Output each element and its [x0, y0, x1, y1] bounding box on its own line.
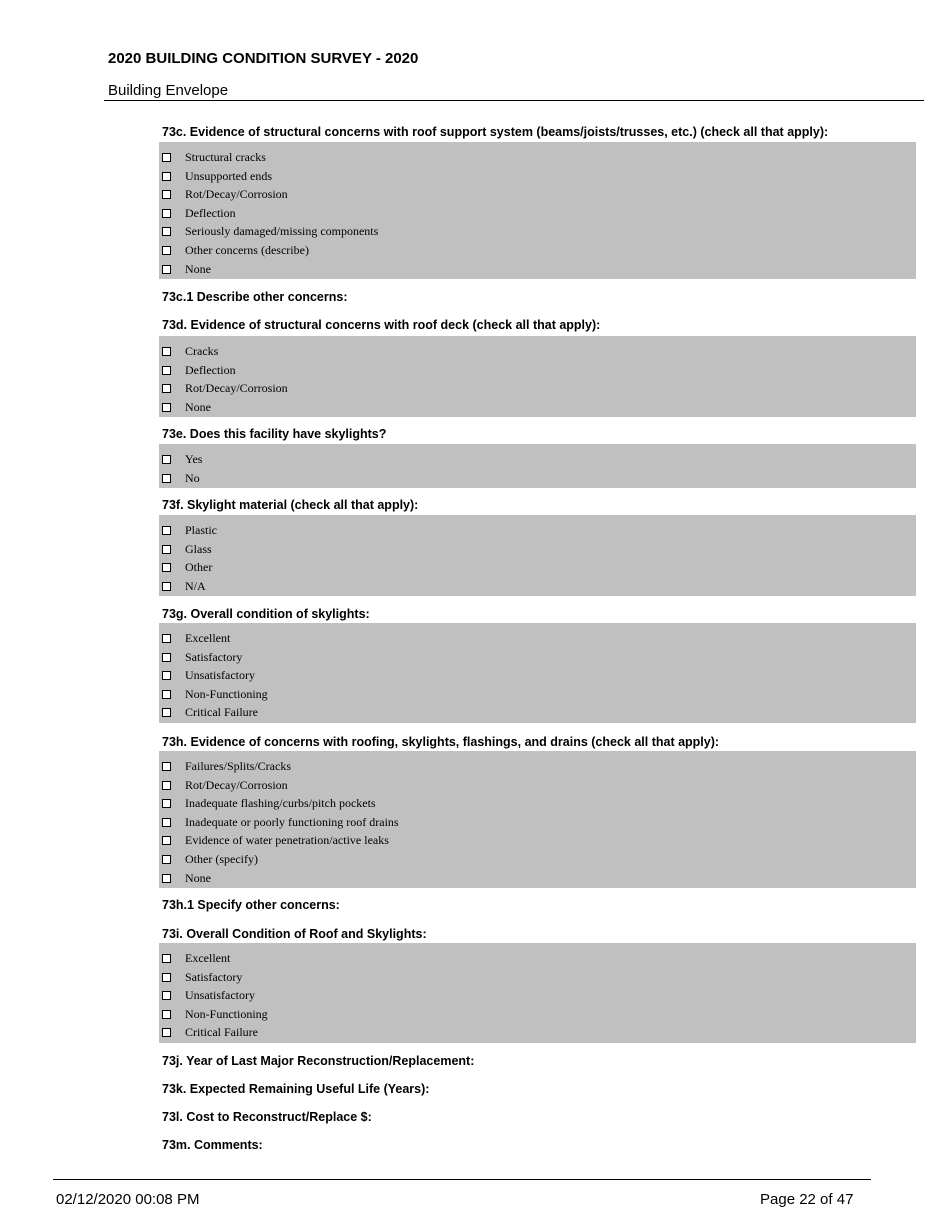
option-label: Excellent	[185, 631, 231, 645]
option-item[interactable]	[159, 558, 916, 577]
option-label: None	[185, 399, 211, 414]
option-item[interactable]	[159, 648, 916, 667]
option-item[interactable]	[159, 260, 916, 279]
option-item[interactable]	[159, 831, 916, 850]
checkbox-icon[interactable]	[162, 227, 171, 236]
question-73c1-label: 73c.1 Describe other concerns:	[162, 290, 348, 304]
option-label: Satisfactory	[185, 649, 243, 664]
option-item[interactable]	[159, 222, 916, 241]
checkbox-icon[interactable]	[162, 653, 171, 662]
question-73i-label: 73i. Overall Condition of Roof and Skylights:	[162, 927, 427, 941]
option-label: Deflection	[185, 362, 236, 377]
checkbox-icon[interactable]	[162, 563, 171, 572]
checkbox-icon[interactable]	[162, 545, 171, 554]
checkbox-icon[interactable]	[162, 366, 171, 375]
checkbox-icon[interactable]	[162, 818, 171, 827]
checkbox-icon[interactable]	[162, 1010, 171, 1019]
question-73g-options	[159, 623, 916, 723]
checkbox-icon[interactable]	[162, 209, 171, 218]
question-73e-options	[159, 444, 916, 488]
checkbox-icon[interactable]	[162, 799, 171, 808]
option-item[interactable]	[159, 869, 916, 888]
option-label: Inadequate flashing/curbs/pitch pockets	[185, 796, 376, 811]
option-item[interactable]	[159, 185, 916, 204]
checkbox-icon[interactable]	[162, 874, 171, 883]
option-item[interactable]	[159, 703, 916, 722]
option-item[interactable]	[159, 521, 916, 540]
checkbox-icon[interactable]	[162, 384, 171, 393]
option-label: N/A	[185, 578, 206, 593]
question-73h1-label: 73h.1 Specify other concerns:	[162, 898, 340, 912]
option-item[interactable]	[159, 776, 916, 795]
option-label: Rot/Decay/Corrosion	[185, 381, 288, 396]
checkbox-icon[interactable]	[162, 172, 171, 181]
checkbox-icon[interactable]	[162, 403, 171, 412]
question-73d-label: 73d. Evidence of structural concerns with roof deck (check all that apply):	[162, 318, 601, 332]
checkbox-icon[interactable]	[162, 634, 171, 643]
option-label: Plastic	[185, 523, 217, 537]
option-label: Non-Functioning	[185, 1006, 268, 1021]
option-item[interactable]	[159, 469, 916, 488]
option-label: Inadequate or poorly functioning roof drains	[185, 814, 399, 829]
survey-title: 2020 BUILDING CONDITION SURVEY - 2020	[108, 50, 419, 67]
option-label: Rot/Decay/Corrosion	[185, 777, 288, 792]
option-item[interactable]	[159, 1023, 916, 1042]
checkbox-icon[interactable]	[162, 347, 171, 356]
option-label: Other concerns (describe)	[185, 242, 309, 257]
option-label: None	[185, 261, 211, 276]
option-item[interactable]	[159, 398, 916, 417]
option-label: No	[185, 470, 200, 485]
checkbox-icon[interactable]	[162, 526, 171, 535]
option-label: Deflection	[185, 205, 236, 220]
checkbox-icon[interactable]	[162, 781, 171, 790]
question-73k-label: 73k. Expected Remaining Useful Life (Years):	[162, 1082, 430, 1096]
question-73f-options	[159, 515, 916, 596]
question-73c-label: 73c. Evidence of structural concerns with roof support system (beams/joists/trusses, etc.) (check all that apply):	[162, 125, 829, 139]
checkbox-icon[interactable]	[162, 153, 171, 162]
question-73h-label: 73h. Evidence of concerns with roofing, skylights, flashings, and drains (check all that apply):	[162, 735, 720, 749]
option-item[interactable]	[159, 968, 916, 987]
checkbox-icon[interactable]	[162, 855, 171, 864]
footer-timestamp: 02/12/2020 00:08 PM	[56, 1191, 200, 1208]
option-item[interactable]	[159, 540, 916, 559]
checkbox-icon[interactable]	[162, 690, 171, 699]
option-label: Non-Functioning	[185, 686, 268, 701]
question-73m-label: 73m. Comments:	[162, 1138, 263, 1152]
option-label: Failures/Splits/Cracks	[185, 759, 291, 773]
checkbox-icon[interactable]	[162, 671, 171, 680]
question-73e-label: 73e. Does this facility have skylights?	[162, 427, 387, 441]
section-divider	[104, 100, 924, 101]
checkbox-icon[interactable]	[162, 246, 171, 255]
footer-divider	[53, 1179, 871, 1180]
option-label: Critical Failure	[185, 705, 258, 720]
checkbox-icon[interactable]	[162, 973, 171, 982]
checkbox-icon[interactable]	[162, 836, 171, 845]
checkbox-icon[interactable]	[162, 582, 171, 591]
option-item[interactable]	[159, 813, 916, 832]
question-73l-label: 73l. Cost to Reconstruct/Replace $:	[162, 1110, 372, 1124]
option-label: Critical Failure	[185, 1025, 258, 1040]
checkbox-icon[interactable]	[162, 1028, 171, 1037]
question-73h-options	[159, 751, 916, 888]
checkbox-icon[interactable]	[162, 190, 171, 199]
option-item[interactable]	[159, 949, 916, 968]
option-label: Excellent	[185, 951, 231, 965]
checkbox-icon[interactable]	[162, 762, 171, 771]
option-item[interactable]	[159, 450, 916, 469]
option-item[interactable]	[159, 666, 916, 685]
option-item[interactable]	[159, 850, 916, 869]
option-label: Cracks	[185, 344, 219, 358]
option-item[interactable]	[159, 685, 916, 704]
checkbox-icon[interactable]	[162, 455, 171, 464]
checkbox-icon[interactable]	[162, 991, 171, 1000]
option-label: Other	[185, 560, 213, 575]
option-label: Seriously damaged/missing components	[185, 224, 379, 239]
question-73c-options	[159, 142, 916, 279]
option-item[interactable]	[159, 204, 916, 223]
question-73g-label: 73g. Overall condition of skylights:	[162, 607, 370, 621]
option-item[interactable]	[159, 757, 916, 776]
checkbox-icon[interactable]	[162, 474, 171, 483]
option-label: Glass	[185, 541, 212, 556]
option-item[interactable]	[159, 794, 916, 813]
option-item[interactable]	[159, 629, 916, 648]
question-73d-options	[159, 336, 916, 417]
option-label: Unsupported ends	[185, 168, 272, 183]
option-label: None	[185, 870, 211, 885]
option-label: Evidence of water penetration/active leaks	[185, 833, 389, 848]
question-73i-options	[159, 943, 916, 1043]
option-item[interactable]	[159, 379, 916, 398]
checkbox-icon[interactable]	[162, 954, 171, 963]
option-item[interactable]	[159, 1005, 916, 1024]
question-73j-label: 73j. Year of Last Major Reconstruction/Replacement:	[162, 1054, 475, 1068]
checkbox-icon[interactable]	[162, 708, 171, 717]
option-item[interactable]	[159, 986, 916, 1005]
option-label: Satisfactory	[185, 969, 243, 984]
checkbox-icon[interactable]	[162, 265, 171, 274]
option-label: Unsatisfactory	[185, 988, 255, 1003]
option-label: Yes	[185, 452, 203, 466]
option-label: Other (specify)	[185, 851, 258, 866]
option-item[interactable]	[159, 167, 916, 186]
section-title: Building Envelope	[108, 82, 229, 99]
option-item[interactable]	[159, 577, 916, 596]
question-73f-label: 73f. Skylight material (check all that apply):	[162, 498, 419, 512]
option-item[interactable]	[159, 148, 916, 167]
option-label: Rot/Decay/Corrosion	[185, 187, 288, 202]
page-number: Page 22 of 47	[760, 1191, 854, 1208]
option-item[interactable]	[159, 241, 916, 260]
option-label: Unsatisfactory	[185, 668, 255, 683]
option-label: Structural cracks	[185, 150, 266, 164]
option-item[interactable]	[159, 361, 916, 380]
option-item[interactable]	[159, 342, 916, 361]
